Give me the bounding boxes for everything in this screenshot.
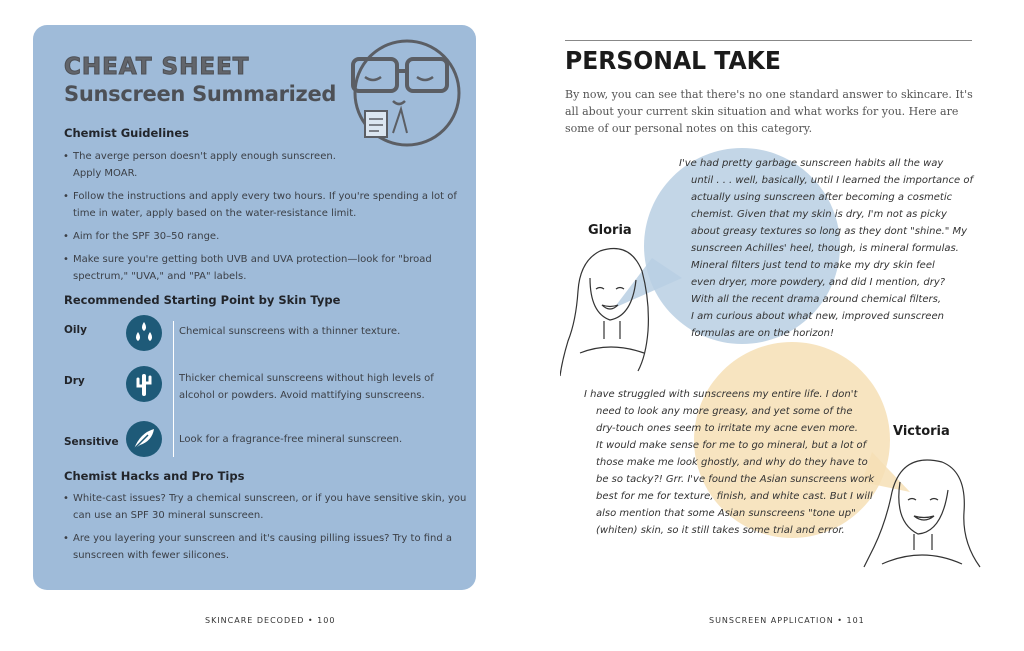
- chemist-guidelines-heading: Chemist Guidelines: [64, 126, 190, 140]
- hacks-list: [63, 490, 468, 570]
- victoria-portrait: [862, 452, 982, 572]
- droplets-icon: [126, 315, 162, 351]
- victoria-name: Victoria: [893, 424, 950, 439]
- personal-take-title: PERSONAL TAKE: [565, 46, 781, 75]
- skin-label-dry: Dry: [64, 375, 85, 387]
- chemist-mascot-icon: [349, 37, 465, 149]
- list-item: • The averge person doesn't apply enough sunscreen. Apply MOAR.: [63, 148, 468, 182]
- list-item: • Are you layering your sunscreen and it's causing pilling issues? Try to find a sunscreen with fewer silicones.: [63, 530, 468, 564]
- skin-desc-oily: Chemical sunscreens with a thinner texture.: [179, 326, 401, 337]
- right-footer: SUNSCREEN APPLICATION • 101: [709, 616, 865, 625]
- chemist-guidelines-list: [63, 148, 468, 291]
- list-item: • Aim for the SPF 30–50 range.: [63, 228, 468, 245]
- skin-desc-dry: Thicker chemical sunscreens without high levels of alcohol or powders. Avoid mattifying sunscreens.: [179, 373, 434, 401]
- cheat-sheet-subtitle: Sunscreen Summarized: [64, 82, 337, 106]
- cheat-sheet-title: CHEAT SHEET: [64, 54, 250, 80]
- top-rule: [565, 40, 972, 41]
- skin-label-sensitive: Sensitive: [64, 436, 119, 448]
- right-page: [512, 0, 1024, 651]
- list-item: • Make sure you're getting both UVB and UVA protection—look for "broad spectrum," "UVA," and "PA" labels.: [63, 251, 468, 285]
- cactus-icon: [126, 366, 162, 402]
- skin-row-dry: [64, 366, 464, 416]
- list-item: • Follow the instructions and apply every two hours. If you're spending a lot of time in water, apply based on the water-resistance limit.: [63, 188, 468, 222]
- intro-paragraph: By now, you can see that there's no one standard answer to skincare. It's all about your current skin situation and what works for you. Here are some of our personal notes on this category.: [565, 88, 973, 135]
- skin-desc-sensitive: Look for a fragrance-free mineral sunscreen.: [179, 434, 403, 445]
- skin-label-oily: Oily: [64, 324, 87, 336]
- gloria-quote: I've had pretty garbage sunscreen habits all the way until . . . well, basically, until I learned the importance of actually using sunscreen after becoming a cosmetic chemist. Given that my skin is dry, I'm not as picky about greasy textures so long as they dont "shine." My sunscreen Achilles' heel, though, is mineral formulas. Mineral filters just tend to make my dry skin feel even dryer, more powdery, and did I mention, dry? With all the recent drama around chemical filters, I am curious about what new, improved sunscreen formulas are on the horizon!: [679, 158, 973, 339]
- skin-row-oily: [64, 315, 464, 365]
- gloria-name: Gloria: [588, 223, 632, 238]
- gloria-portrait: [560, 243, 660, 378]
- left-footer: SKINCARE DECODED • 100: [205, 616, 336, 625]
- feather-icon: [126, 421, 162, 457]
- skin-type-heading: Recommended Starting Point by Skin Type: [64, 293, 341, 307]
- victoria-quote: I have struggled with sunscreens my entire life. I don't need to look any more greasy, and yet some of the dry-touch ones seem to irritate my acne even more. It would make sense for me to go mineral, but a lot of those make me look ghostly, and why do they have to be so tacky?! Grr. I've found the Asian sunscreens work best for me for texture, finish, and white cast. But I will also mention that some Asian sunscreens "tone up" (whiten) skin, so it still takes some trial and error.: [584, 389, 875, 536]
- cheat-sheet-card: [33, 25, 476, 590]
- list-item: • White-cast issues? Try a chemical sunscreen, or if you have sensitive skin, you can use an SPF 30 mineral sunscreen.: [63, 490, 468, 524]
- hacks-heading: Chemist Hacks and Pro Tips: [64, 469, 245, 483]
- skin-row-sensitive: [64, 421, 464, 471]
